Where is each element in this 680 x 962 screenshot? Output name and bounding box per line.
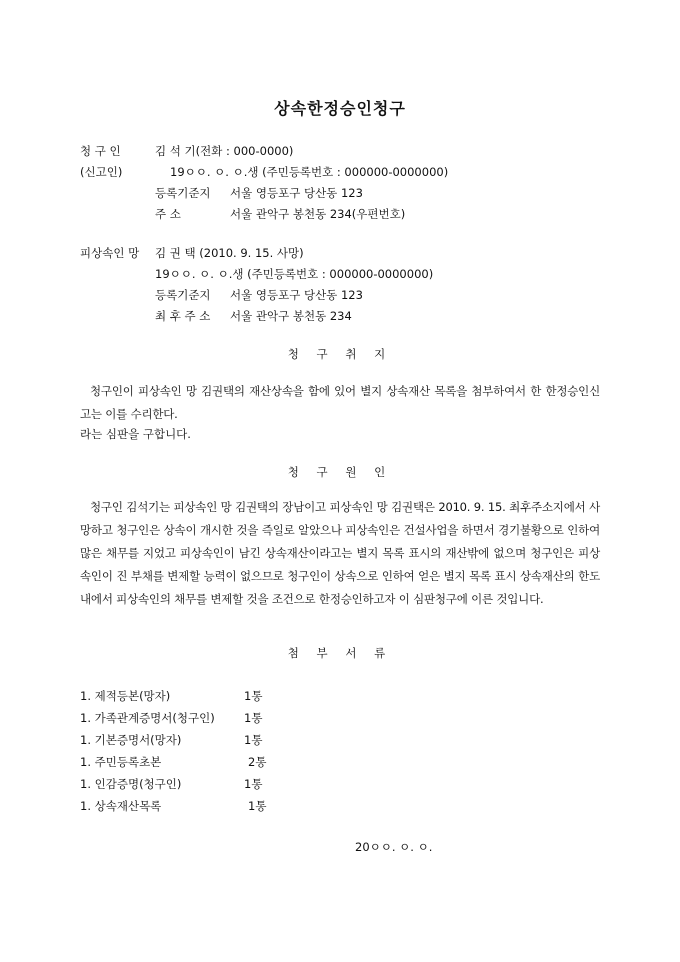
claimant-birth: 19ㅇㅇ. ㅇ. ㅇ.생 (주민등록번호 : 000000-0000000) [170, 165, 449, 179]
attachment-item-count: 2통 [248, 755, 267, 769]
attachment-item-name: 1. 상속재산목록 [80, 799, 162, 813]
document-date: 20ㅇㅇ. ㅇ. ㅇ. [355, 840, 433, 854]
purpose-heading: 청 구 취 지 [287, 347, 393, 361]
attachment-item-count: 1통 [244, 711, 263, 725]
attachment-item-count: 1통 [244, 777, 263, 791]
claimant-sublabel: (신고인) [80, 165, 123, 179]
attachment-item-name: 1. 인감증명(청구인) [80, 777, 182, 791]
decedent-birth: 19ㅇㅇ. ㅇ. ㅇ.생 (주민등록번호 : 000000-0000000) [155, 267, 434, 281]
decedent-registry-label: 등록기준지 [155, 288, 211, 302]
page-title: 상속한정승인청구 [274, 99, 406, 118]
claimant-address-value: 서울 관악구 봉천동 234(우편번호) [230, 207, 406, 221]
attachment-item-count: 1통 [244, 689, 263, 703]
decedent-registry-value: 서울 영등포구 당산동 123 [230, 288, 363, 302]
decedent-label: 피상속인 망 [80, 246, 140, 260]
attachment-item-name: 1. 기본증명서(망자) [80, 733, 182, 747]
claimant-address-label: 주 소 [155, 207, 181, 221]
attachment-item-name: 1. 주민등록초본 [80, 755, 162, 769]
attachment-item-name: 1. 제적등본(망자) [80, 689, 171, 703]
attachment-item-count: 1통 [248, 799, 267, 813]
attachment-item-count: 1통 [244, 733, 263, 747]
cause-paragraph: 청구인 김석기는 피상속인 망 김권택의 장남이고 피상속인 망 김권택은 2010. 9. 15. 최후주소지에서 사망하고 청구인은 상속이 개시한 것을 즉일로 알았으나 피상속인은 건설사업을 하면서 경기불황으로 인하여 많은 채무를 지었고 피상속인이 남긴 상속재산이라고는 별지 목록 표시의 재산밖에 없으며 청구인은 피상속인이 진 부채를 변제할 능력이 없으므로 청구인이 상속으로 인하여 얻은 별지 목록 표시 상속재산의 한도내에서 피상속인의 채무를 변제할 것을 조건으로 한정승인하고자 이 심판청구에 이른 것입니다. [80, 500, 600, 606]
purpose-paragraph: 청구인이 피상속인 망 김권택의 재산상속을 함에 있어 별지 상속재산 목록을 첨부하여서 한 한정승인신고는 이를 수리한다. [80, 384, 600, 421]
purpose-closing: 라는 심판을 구합니다. [80, 427, 191, 441]
decedent-name-date: 김 권 택 (2010. 9. 15. 사망) [155, 246, 304, 260]
attachments-heading: 첨 부 서 류 [287, 646, 393, 660]
claimant-name-phone: 김 석 기(전화 : 000-0000) [155, 144, 294, 158]
claimant-label: 청 구 인 [80, 144, 121, 158]
decedent-address-value: 서울 관악구 봉천동 234 [230, 309, 352, 323]
claimant-registry-label: 등록기준지 [155, 186, 211, 200]
attachment-item-name: 1. 가족관계증명서(청구인) [80, 711, 215, 725]
cause-heading: 청 구 원 인 [287, 465, 393, 479]
decedent-address-label: 최 후 주 소 [155, 309, 211, 323]
claimant-registry-value: 서울 영등포구 당산동 123 [230, 186, 363, 200]
